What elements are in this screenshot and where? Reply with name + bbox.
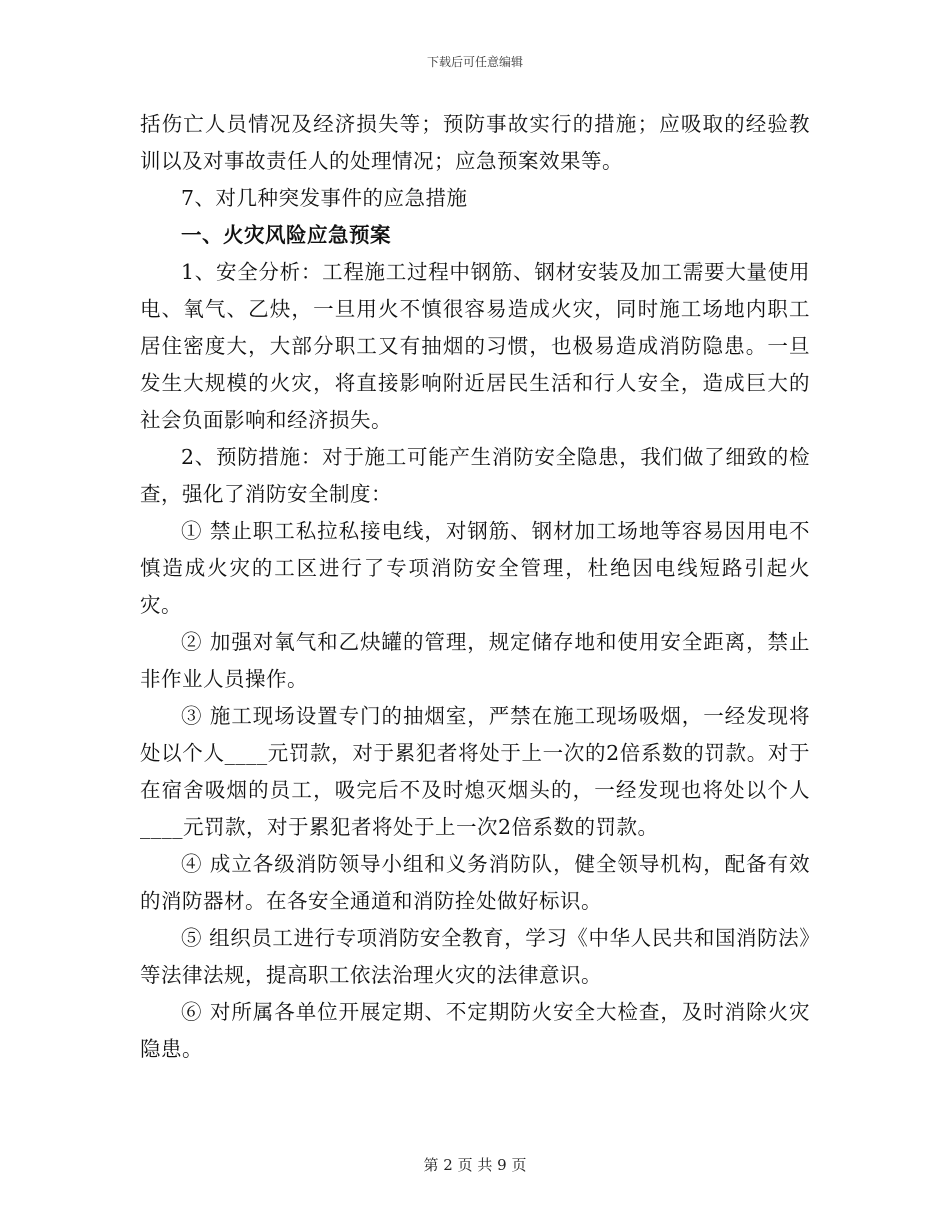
paragraph-prevention-measures: 2、预防措施：对于施工可能产生消防安全隐患，我们做了细致的检查，强化了消防安全制度： — [140, 445, 810, 506]
section-title-emergency-measures: 7、对几种突发事件的应急措施 — [181, 186, 468, 210]
page-number-footer: 第 2 页 共 9 页 — [423, 1156, 527, 1174]
heading-fire-risk-plan: 一、火灾风险应急预案 — [181, 223, 391, 247]
list-item-6: ⑥ 对所属各单位开展定期、不定期防火安全大检查，及时消除火灾隐患。 — [140, 1000, 810, 1061]
list-item-5: ⑤ 组织员工进行专项消防安全教育，学习《中华人民共和国消防法》等法律法规，提高职工依法治理火灾的法律意识。 — [140, 926, 810, 987]
list-item-1: ① 禁止职工私拉私接电线，对钢筋、钢材加工场地等容易因用电不慎造成火灾的工区进行了专项消防安全管理，杜绝因电线短路引起火灾。 — [140, 519, 810, 617]
list-item-4: ④ 成立各级消防领导小组和义务消防队，健全领导机构，配备有效的消防器材。在各安全通道和消防拴处做好标识。 — [140, 852, 810, 913]
list-item-2: ② 加强对氧气和乙炔罐的管理，规定储存地和使用安全距离，禁止非作业人员操作。 — [140, 630, 810, 691]
paragraph-continuation: 括伤亡人员情况及经济损失等；预防事故实行的措施；应吸取的经验教训以及对事故责任人的处理情况；应急预案效果等。 — [140, 112, 810, 173]
list-item-3: ③ 施工现场设置专门的抽烟室，严禁在施工现场吸烟，一经发现将处以个人____元罚款，对于累犯者将处于上一次的2倍系数的罚款。对于在宿舍吸烟的员工，吸完后不及时熄灭烟头的，一经发现也将处以个人____元罚款，对于累犯者将处于上一次2倍系数的罚款。 — [140, 704, 810, 839]
paragraph-safety-analysis: 1、安全分析：工程施工过程中钢筋、钢材安装及加工需要大量使用电、氧气、乙炔，一旦用火不慎很容易造成火灾，同时施工场地内职工居住密度大，大部分职工又有抽烟的习惯，也极易造成消防隐患。一旦发生大规模的火灾，将直接影响附近居民生活和行人安全，造成巨大的社会负面影响和经济损失。 — [140, 260, 810, 432]
page-header: 下载后可任意编辑 — [426, 55, 523, 69]
document-body — [140, 106, 810, 1068]
